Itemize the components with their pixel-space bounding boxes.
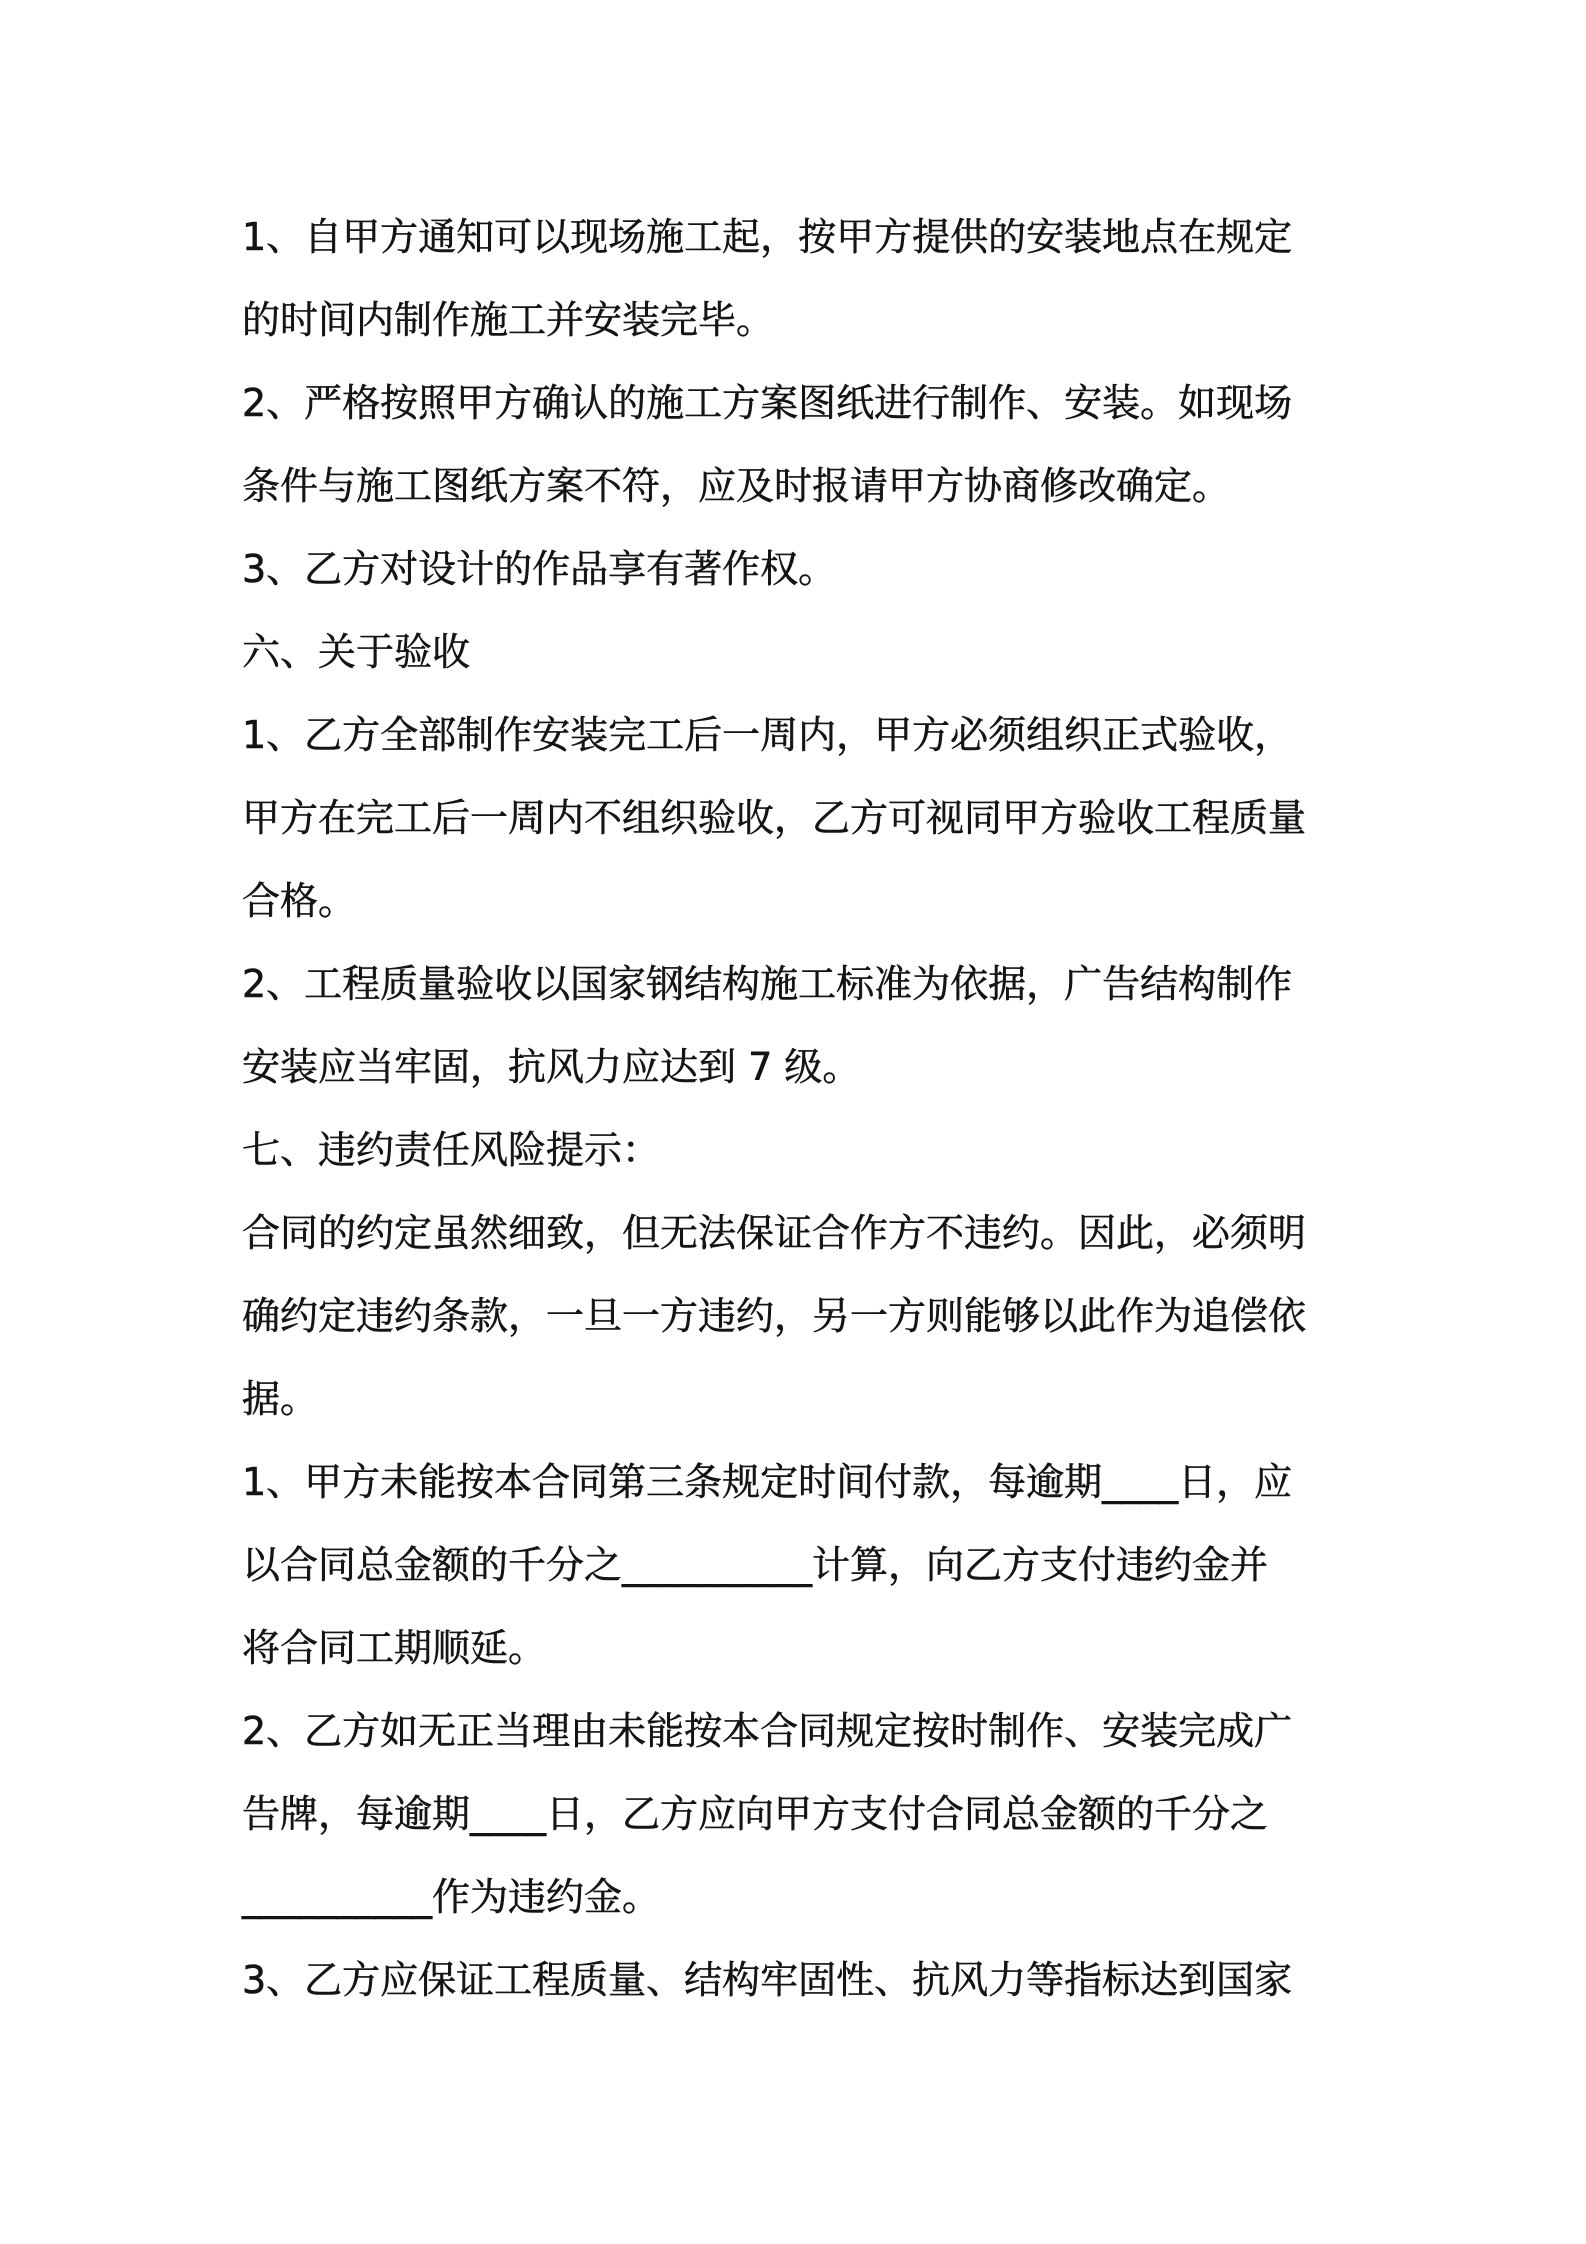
text-line: 2、严格按照甲方确认的施工方案图纸进行制作、安装。如现场	[242, 381, 1293, 425]
text-line: 1、甲方未能按本合同第三条规定时间付款，每逾期____日，应	[242, 1460, 1293, 1504]
text-line: 将合同工期顺延。	[242, 1626, 547, 1670]
text-line: 条件与施工图纸方案不符，应及时报请甲方协商修改确定。	[242, 464, 1231, 508]
text-line: 确约定违约条款，一旦一方违约，另一方则能够以此作为追偿依	[242, 1294, 1307, 1338]
text-line: 2、乙方如无正当理由未能按本合同规定按时制作、安装完成广	[242, 1709, 1293, 1753]
text-line: 2、工程质量验收以国家钢结构施工标准为依据，广告结构制作	[242, 962, 1293, 1006]
text-line: 告牌，每逾期____日，乙方应向甲方支付合同总金额的千分之	[242, 1792, 1269, 1836]
text-line: __________作为违约金。	[242, 1875, 661, 1919]
text-line: 安装应当牢固，抗风力应达到 7 级。	[242, 1045, 861, 1089]
text-line: 3、乙方对设计的作品享有著作权。	[242, 547, 837, 591]
text-line: 合同的约定虽然细致，但无法保证合作方不违约。因此，必须明	[242, 1211, 1307, 1255]
document-body	[242, 196, 1372, 2022]
section-heading: 六、关于验收	[242, 630, 471, 674]
text-line: 甲方在完工后一周内不组织验收，乙方可视同甲方验收工程质量	[242, 796, 1307, 840]
text-line: 以合同总金额的千分之__________计算，向乙方支付违约金并	[242, 1543, 1269, 1587]
text-line: 合格。	[242, 879, 357, 923]
text-line: 1、乙方全部制作安装完工后一周内，甲方必须组织正式验收，	[242, 713, 1293, 757]
text-line: 据。	[242, 1377, 319, 1421]
text-line: 3、乙方应保证工程质量、结构牢固性、抗风力等指标达到国家	[242, 1958, 1293, 2002]
text-line: 的时间内制作施工并安装完毕。	[242, 298, 775, 342]
text-line: 1、自甲方通知可以现场施工起，按甲方提供的安装地点在规定	[242, 215, 1293, 259]
section-heading: 七、违约责任风险提示：	[242, 1128, 661, 1172]
